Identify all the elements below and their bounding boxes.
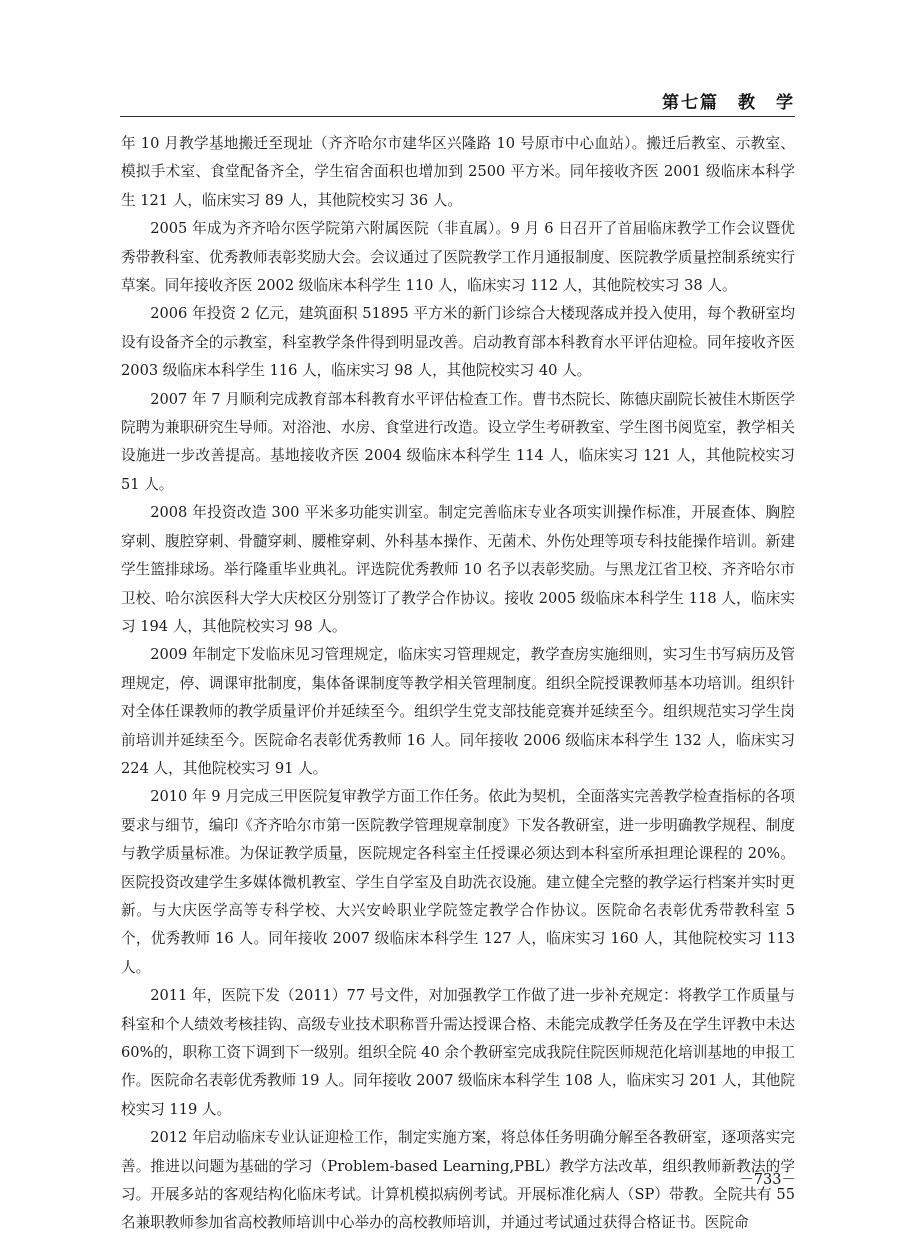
paragraph-2007: 2007 年 7 月顺利完成教育部本科教育水平评估检查工作。曹书杰院长、陈德庆副院长被佳木斯医学院聘为兼职研究生导师。对浴池、水房、食堂进行改造。设立学生考研教室、学生图书阅览室，教学相关设施进一步改善提高。基地接收齐医 2004 级临床本科学生 114 人，临床实习 121 人，其他院校实习 51 人。	[121, 390, 795, 493]
page-number: －733－	[739, 1172, 796, 1188]
paragraph-2011: 2011 年，医院下发（2011）77 号文件，对加强教学工作做了进一步补充规定：将教学工作质量与科室和个人绩效考核挂钩、高级专业技术职称晋升需达授课合格、未能完成教学任务及在学生评教中未达 60%的，职称工资下调到下一级别。组织全院 40 余个教研室完成我院住院医师规范化培训基地的申报工作。医院命名表彰优秀教师 19 人。同年接收 2007 级临床本科学生 108 人，临床实习 201 人，其他院校实习 119 人。	[121, 987, 795, 1118]
body-text	[121, 130, 795, 1238]
paragraph-2006: 2006 年投资 2 亿元，建筑面积 51895 平方米的新门诊综合大楼现落成并投入使用，每个教研室均设有设备齐全的示教室，科室教学条件得到明显改善。启动教育部本科教育水平评估迎检。同年接收齐医 2003 级临床本科学生 116 人，临床实习 98 人，其他院校实习 40 人。	[121, 305, 795, 380]
paragraph-2012: 2012 年启动临床专业认证迎检工作，制定实施方案，将总体任务明确分解至各教研室，逐项落实完善。推进以问题为基础的学习（Problem-based Learning,PBL）教学方法改革，组织教师新教法的学习。开展多站的客观结构化临床考试。计算机模拟病例考试。开展标准化病人（SP）带教。全院共有 55 名兼职教师参加省高校教师培训中心举办的高校教师培训，并通过考试通过获得合格证书。医院命	[121, 1129, 795, 1232]
paragraph-2008: 2008 年投资改造 300 平米多功能实训室。制定完善临床专业各项实训操作标准，开展查体、胸腔穿刺、腹腔穿刺、骨髓穿刺、腰椎穿刺、外科基本操作、无菌术、外伤处理等项专科技能操作培训。新建学生篮排球场。举行隆重毕业典礼。评选院优秀教师 10 名予以表彰奖励。与黑龙江省卫校、齐齐哈尔市卫校、哈尔滨医科大学大庆校区分别签订了教学合作协议。接收 2005 级临床本科学生 118 人，临床实习 194 人，其他院校实习 98 人。	[121, 504, 795, 635]
paragraph-2009: 2009 年制定下发临床见习管理规定，临床实习管理规定，教学查房实施细则，实习生书写病历及管理规定，停、调课审批制度，集体备课制度等教学相关管理制度。组织全院授课教师基本功培训。组织针对全体任课教师的教学质量评价并延续至今。组织学生党支部技能竞赛并延续至今。组织规范实习学生岗前培训并延续至今。医院命名表彰优秀教师 16 人。同年接收 2006 级临床本科学生 132 人，临床实习 224 人，其他院校实习 91 人。	[121, 646, 795, 777]
paragraph-2010: 2010 年 9 月完成三甲医院复审教学方面工作任务。依此为契机，全面落实完善教学检查指标的各项要求与细节，编印《齐齐哈尔市第一医院教学管理规章制度》下发各教研室，进一步明确教学规程、制度与教学质量标准。为保证教学质量，医院规定各科室主任授课必须达到本科室所承担理论课程的 20%。医院投资改建学生多媒体微机教室、学生自学室及自助洗衣设施。建立健全完整的教学运行档案并实时更新。与大庆医学高等专科学校、大兴安岭职业学院签定教学合作协议。医院命名表彰优秀带教科室 5 个，优秀教师 16 人。同年接收 2007 级临床本科学生 127 人，临床实习 160 人，其他院校实习 113 人。	[121, 788, 795, 976]
paragraph-2005: 2005 年成为齐齐哈尔医学院第六附属医院（非直属）。9 月 6 日召开了首届临床教学工作会议暨优秀带教科室、优秀教师表彰奖励大会。会议通过了医院教学工作月通报制度、医院教学质量控制系统实行草案。同年接收齐医 2002 级临床本科学生 110 人，临床实习 112 人，其他院校实习 38 人。	[121, 220, 795, 295]
chapter-title: 第七篇 教 学	[662, 93, 795, 113]
running-header	[120, 86, 795, 117]
paragraph-2004-continued: 年 10 月教学基地搬迁至现址（齐齐哈尔市建华区兴隆路 10 号原市中心血站）。搬迁后教室、示教室、模拟手术室、食堂配备齐全，学生宿舍面积也增加到 2500 平方米。同年接收齐医 2001 级临床本科学生 121 人，临床实习 89 人，其他院校实习 36 人。	[121, 135, 795, 209]
